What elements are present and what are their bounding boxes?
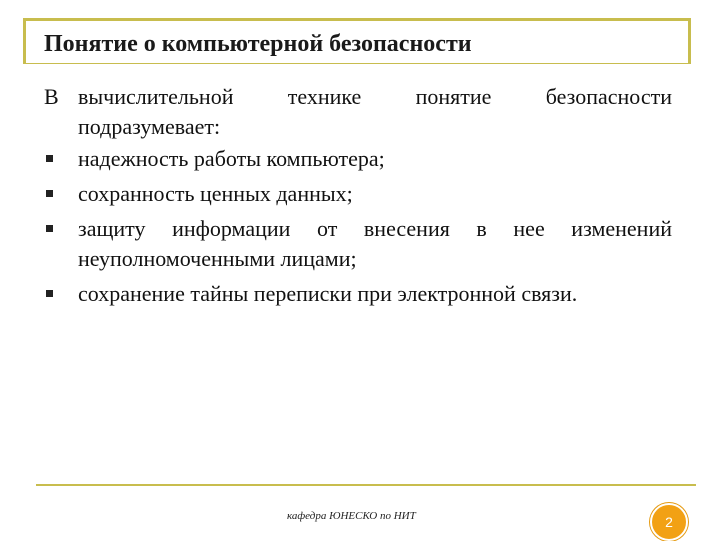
square-bullet-icon	[46, 155, 53, 162]
intro-paragraph	[44, 82, 672, 142]
list-item-text: сохранность ценных данных;	[78, 181, 353, 206]
frame-left-line	[23, 18, 26, 63]
list-item	[44, 279, 672, 309]
square-bullet-icon	[46, 290, 53, 297]
list-item	[44, 179, 672, 209]
frame-top-line	[23, 18, 691, 21]
bullet-list	[44, 144, 672, 309]
page-number-badge: 2	[650, 503, 688, 541]
list-item	[44, 214, 672, 274]
slide-title: Понятие о компьютерной безопасности	[44, 31, 472, 57]
intro-lead: В	[44, 84, 59, 109]
intro-text: вычислительной технике понятие безопасности подразумевает:	[78, 84, 672, 139]
slide-body	[44, 82, 672, 314]
list-item-text: сохранение тайны переписки при электронной связи.	[78, 281, 578, 306]
list-item-text: надежность работы компьютера;	[78, 146, 385, 171]
list-item	[44, 144, 672, 174]
footer-caption: кафедра ЮНЕСКО по НИТ	[287, 510, 416, 522]
square-bullet-icon	[46, 225, 53, 232]
title-divider	[23, 63, 691, 64]
square-bullet-icon	[46, 190, 53, 197]
list-item-text: защиту информации от внесения в нее изменений неуполномоченными лицами;	[78, 216, 672, 271]
footer-divider	[36, 484, 696, 486]
frame-right-line	[688, 18, 691, 63]
